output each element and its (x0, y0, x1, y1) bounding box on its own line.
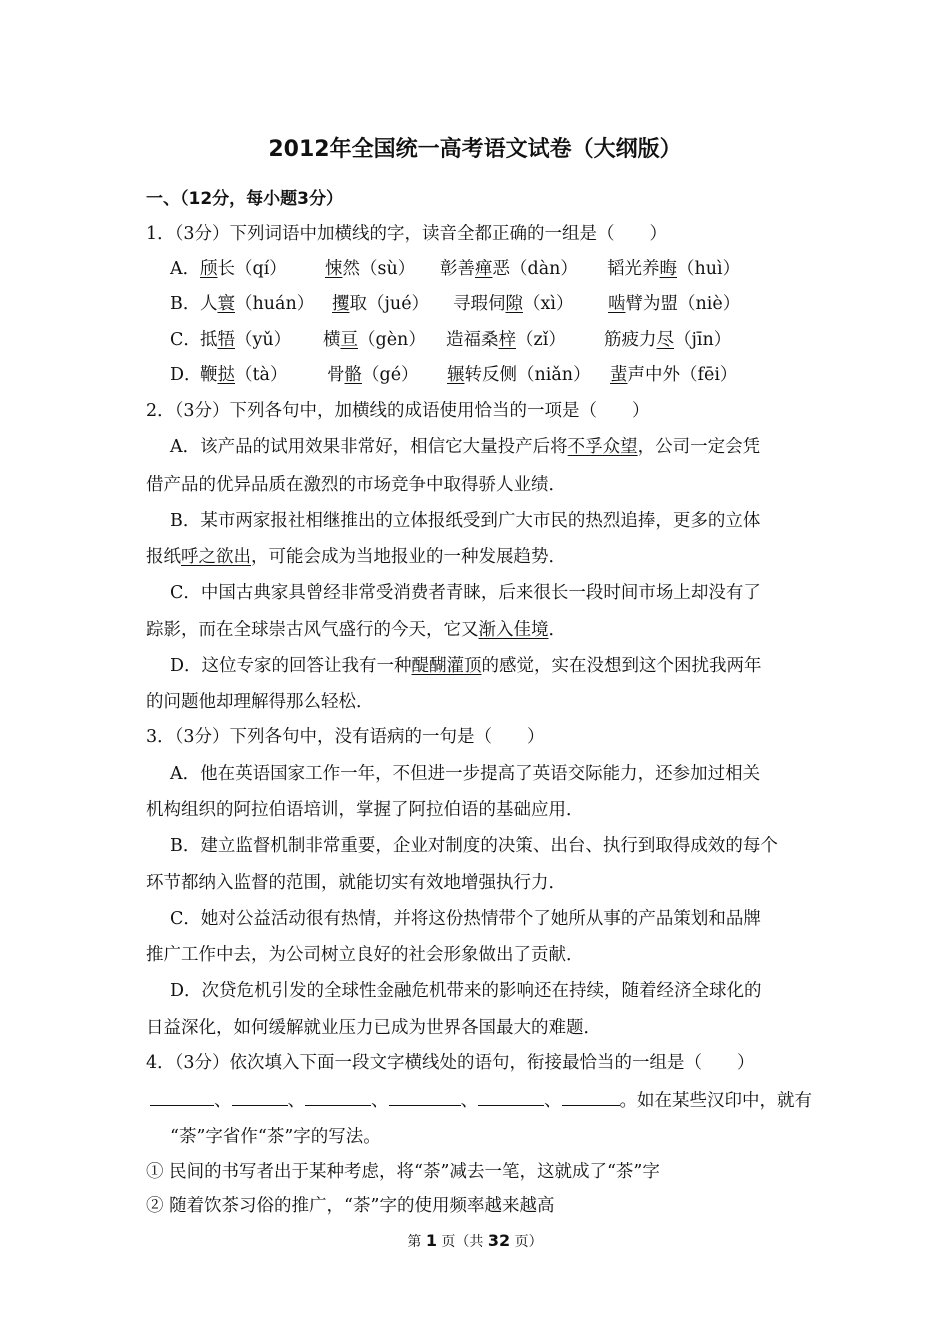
question-4-passage-cont: “荼”字省作“茶”字的写法。 (170, 1127, 381, 1147)
word-item: 彰善瘅恶（dàn） (440, 259, 578, 279)
section-heading: 一、（12分，每小题3分） (146, 189, 343, 209)
word-item: 骨骼（gé） (327, 365, 419, 385)
page-title: 2012年全国统一高考语文试卷（大纲版） (268, 137, 682, 162)
question-1-stem: 1．（3分）下列词语中加横线的字，读音全都正确的一组是（ ） (146, 224, 668, 244)
word-item: 悚然（sù） (325, 259, 416, 279)
question-2-option-a: A．该产品的试用效果非常好，相信它大量投产后将不孚众望，公司一定会凭 (170, 437, 761, 457)
question-2-stem: 2．（3分）下列各句中，加横线的成语使用恰当的一项是（ ） (146, 401, 650, 421)
question-4-blanks-line: 、 、 、 、 、 。如在某些汉印中，就有 (150, 1087, 812, 1114)
question-2-option-d: D．这位专家的回答让我有一种醍醐灌顶的感觉，实在没想到这个困扰我两年 (170, 656, 762, 676)
answer-blank[interactable] (150, 1087, 214, 1106)
answer-blank[interactable] (305, 1087, 371, 1106)
option-label: C． (170, 330, 201, 350)
answer-blank[interactable] (389, 1087, 461, 1106)
question-3-option-b: B．建立监督机制非常重要，企业对制度的决策、出台、执行到取得成效的每个 (170, 836, 778, 856)
word-item: 攫取（jué） (332, 294, 430, 314)
question-3-stem: 3．（3分）下列各句中，没有语病的一句是（ ） (146, 727, 545, 747)
question-2-option-b: B．某市两家报社相继推出的立体报纸受到广大市民的热烈追捧，更多的立体 (170, 511, 761, 531)
word-item: 横亘（gèn） (323, 330, 426, 350)
question-3-option-c-cont: 推广工作中去，为公司树立良好的社会形象做出了贡献． (146, 945, 584, 965)
option-label: A． (170, 259, 201, 279)
question-2-option-c-cont: 踪影，而在全球崇古风气盛行的今天，它又渐入佳境． (146, 620, 566, 640)
question-3-option-c: C．她对公益活动很有热情，并将这份热情带个了她所从事的产品策划和品牌 (170, 909, 761, 929)
option-label: B． (170, 294, 201, 314)
word-item: 造福桑梓（zǐ） (446, 330, 566, 350)
word-item: 筋疲力尽（jīn） (604, 330, 732, 350)
question-2-option-b-cont: 报纸呼之欲出，可能会成为当地报业的一种发展趋势． (146, 547, 566, 567)
total-page-count: 32 (487, 1231, 511, 1250)
word-item: 人寰（huán） (200, 294, 315, 314)
question-3-option-d-cont: 日益深化，如何缓解就业压力已成为世界各国最大的难题． (146, 1018, 601, 1038)
question-3-option-a-cont: 机构组织的阿拉伯语培训，掌握了阿拉伯语的基础应用． (146, 800, 584, 820)
option-label: D． (170, 365, 202, 385)
question-4-item-1: ① 民间的书写者出于某种考虑，将“荼”减去一笔，这就成了“茶”字 (146, 1162, 660, 1182)
answer-blank[interactable] (478, 1087, 544, 1106)
word-item: 颀长（qí） (200, 259, 287, 279)
answer-blank[interactable] (232, 1087, 288, 1106)
question-2-option-c: C．中国古典家具曾经非常受消费者青睐，后来很长一段时间市场上却没有了 (170, 583, 761, 603)
answer-blank[interactable] (562, 1087, 620, 1106)
word-item: 韬光养晦（huì） (607, 259, 741, 279)
page-footer: 第 1 页（共 32 页） (407, 1231, 543, 1250)
current-page-number: 1 (425, 1231, 437, 1250)
question-2-option-a-cont: 借产品的优异品质在激烈的市场竞争中取得骄人业绩． (146, 475, 566, 495)
question-3-option-a: A．他在英语国家工作一年，不但进一步提高了英语交际能力，还参加过相关 (170, 764, 761, 784)
word-item: 抵牾（yǔ） (200, 330, 292, 350)
question-3-option-b-cont: 环节都纳入监督的范围，就能切实有效地增强执行力． (146, 873, 566, 893)
word-item: 蜚声中外（fēi） (610, 365, 738, 385)
word-item: 辗转反侧（niǎn） (447, 365, 591, 385)
word-item: 啮臂为盟（niè） (608, 294, 741, 314)
word-item: 寻瑕伺隙（xì） (453, 294, 574, 314)
question-2-option-d-cont: 的问题他却理解得那么轻松． (146, 692, 374, 712)
question-3-option-d: D．次贷危机引发的全球性金融危机带来的影响还在持续，随着经济全球化的 (170, 981, 762, 1001)
word-item: 鞭挞（tà） (200, 365, 288, 385)
question-4-stem: 4．（3分）依次填入下面一段文字横线处的语句，衔接最恰当的一组是（ ） (146, 1053, 755, 1073)
question-4-item-2: ② 随着饮茶习俗的推广，“荼”字的使用频率越来越高 (146, 1196, 555, 1216)
